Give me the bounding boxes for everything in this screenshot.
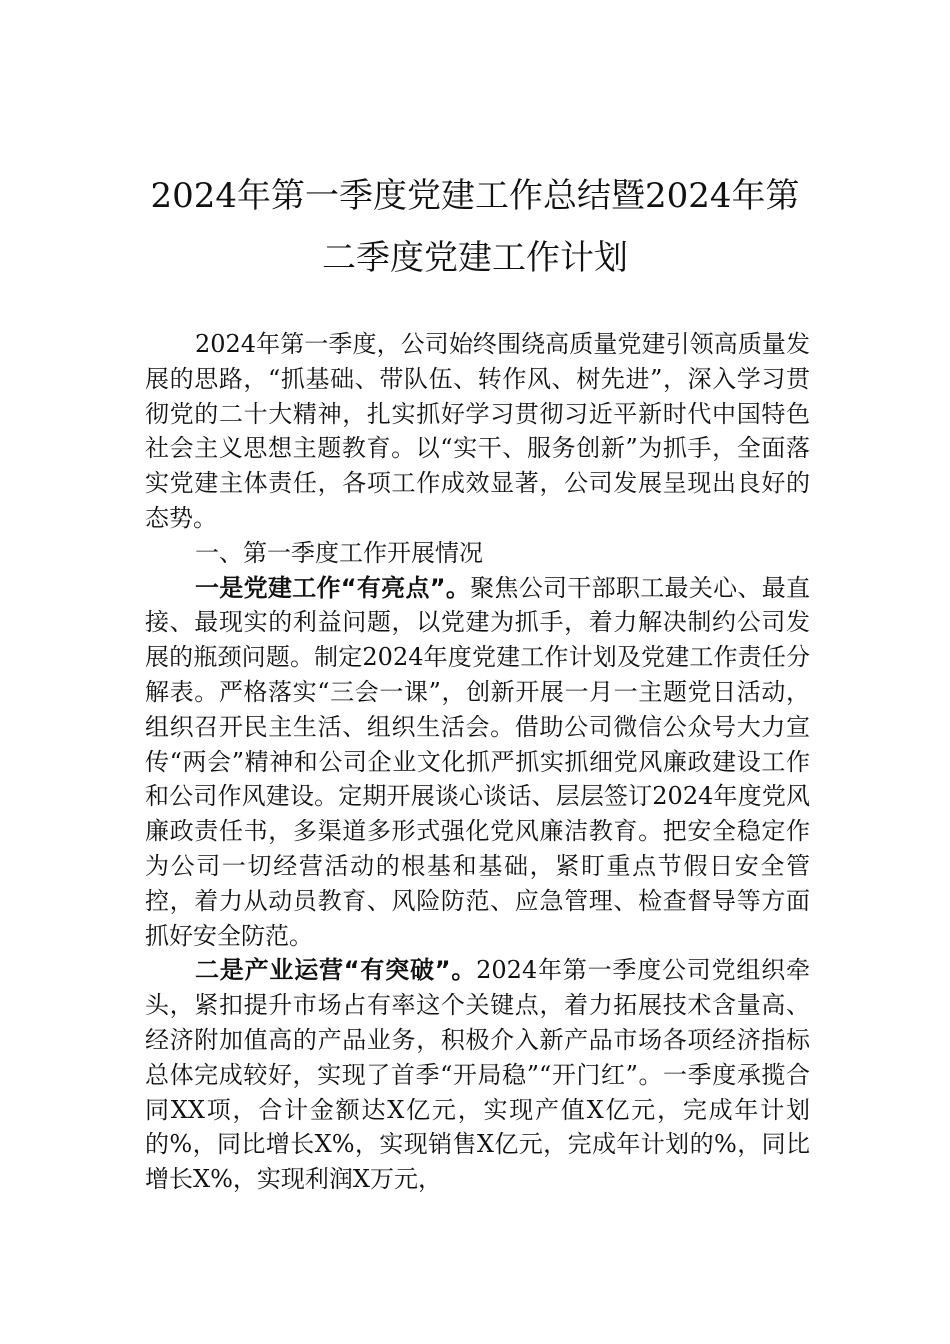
item-body-2: 2024年第一季度公司党组织牵头，紧扣提升市场占有率这个关键点，着力拓展技术含量高、经济附加值高的产品业务，积极介入新产品市场各项经济指标总体完成较好，实现了首季“开局稳”“开门红”。一季度承揽合同XX项，合计金额达X亿元，实现产值X亿元，完成年计划的%，同比增长X%，实现销售X亿元，完成年计划的%，同比增长X%，实现利润X万元， (145, 956, 811, 1194)
document-body (145, 327, 810, 1197)
document-title-line-2: 二季度党建工作计划 (322, 238, 628, 278)
document-title (140, 165, 810, 289)
item-paragraph-1 (145, 571, 810, 954)
intro-paragraph: 2024年第一季度，公司始终围绕高质量党建引领高质量发展的思路，“抓基础、带队伍、转作风、树先进”，深入学习贯彻党的二十大精神，扎实抓好学习贯彻习近平新时代中国特色社会主义思想主题教育。以“实干、服务创新”为抓手，全面落实党建主体责任，各项工作成效显著，公司发展呈现出良好的态势。 (145, 330, 810, 532)
document-title-line-1: 2024年第一季度党建工作总结暨2024年第 (150, 176, 800, 216)
section-heading-1: 一、第一季度工作开展情况 (195, 538, 483, 567)
item-lead-2: 二是产业运营“有突破”。 (195, 956, 477, 985)
item-body-1: 聚焦公司干部职工最关心、最直接、最现实的利益问题，以党建为抓手，着力解决制约公司发展的瓶颈问题。制定2024年度党建工作计划及党建工作责任分解表。严格落实“三会一课”，创新开展一月一主题党日活动，组织召开民主生活、组织生活会。借助公司微信公众号大力宣传“两会”精神和公司企业文化抓严抓实抓细党风廉政建设工作和公司作风建设。定期开展谈心谈话、层层签订2024年度党风廉政责任书，多渠道多形式强化党风廉洁教育。把安全稳定作为公司一切经营活动的根基和基础，紧盯重点节假日安全管控，着力从动员教育、风险防范、应急管理、检查督导等方面抓好安全防范。 (145, 573, 810, 950)
item-lead-1: 一是党建工作“有亮点”。 (195, 573, 471, 602)
item-paragraph-2 (145, 953, 810, 1197)
